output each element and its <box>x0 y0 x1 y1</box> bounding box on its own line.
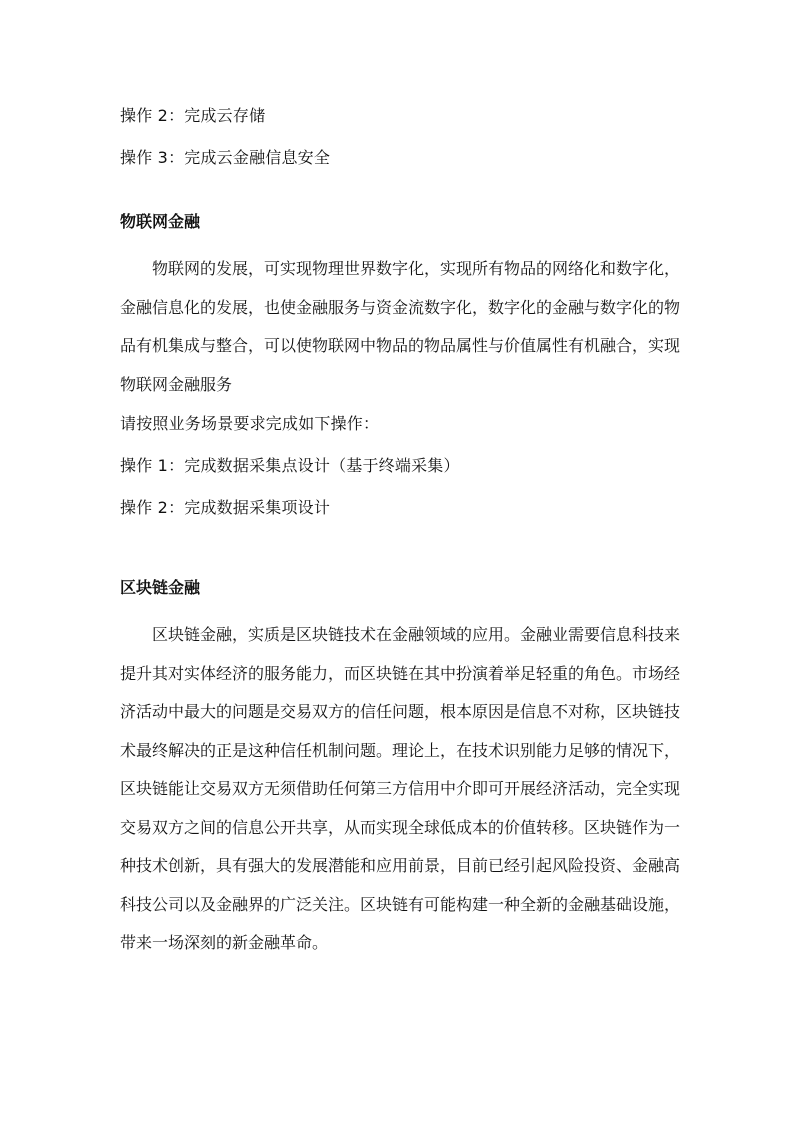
iot-finance-paragraph: 物联网的发展，可实现物理世界数字化，实现所有物品的网络化和数字化，金融信息化的发展，也使金融服务与资金流数字化，数字化的金融与数字化的物品有机集成与整合，可以使物联网中物品的物品属性与价值属性有机融合，实现物联网金融服务 <box>120 259 681 394</box>
blockchain-finance-paragraph: 区块链金融，实质是区块链技术在金融领域的应用。金融业需要信息科技来提升其对实体经济的服务能力，而区块链在其中扮演着举足轻重的角色。市场经济活动中最大的问题是交易双方的信任问题，根本原因是信息不对称，区块链技术最终解决的正是这种信任机制问题。理论上，在技术识别能力足够的情况下，区块链能让交易双方无须借助任何第三方信用中介即可开展经济活动，完全实现交易双方之间的信息公开共享，从而实现全球低成本的价值转移。区块链作为一种技术创新，具有强大的发展潜能和应用前景，目前已经引起风险投资、金融高科技公司以及金融界的广泛关注。区块链有可能构建一种全新的金融基础设施，带来一场深刻的新金融革命。 <box>120 625 681 952</box>
spacer <box>120 236 680 250</box>
spacer <box>120 522 680 574</box>
iot-instruction: 请按照业务场景要求完成如下操作： <box>120 414 380 433</box>
iot-operation-2: 操作 2：完成数据采集项设计 <box>120 498 331 517</box>
spacer <box>120 172 680 208</box>
iot-finance-heading: 物联网金融 <box>120 212 201 231</box>
prev-operation-2: 操作 2：完成云存储 <box>120 106 266 125</box>
document-body <box>120 102 680 963</box>
prev-operation-3: 操作 3：完成云金融信息安全 <box>120 148 331 167</box>
iot-operation-1: 操作 1：完成数据采集点设计（基于终端采集） <box>120 456 460 475</box>
blockchain-finance-heading: 区块链金融 <box>120 578 201 597</box>
spacer <box>120 602 680 616</box>
